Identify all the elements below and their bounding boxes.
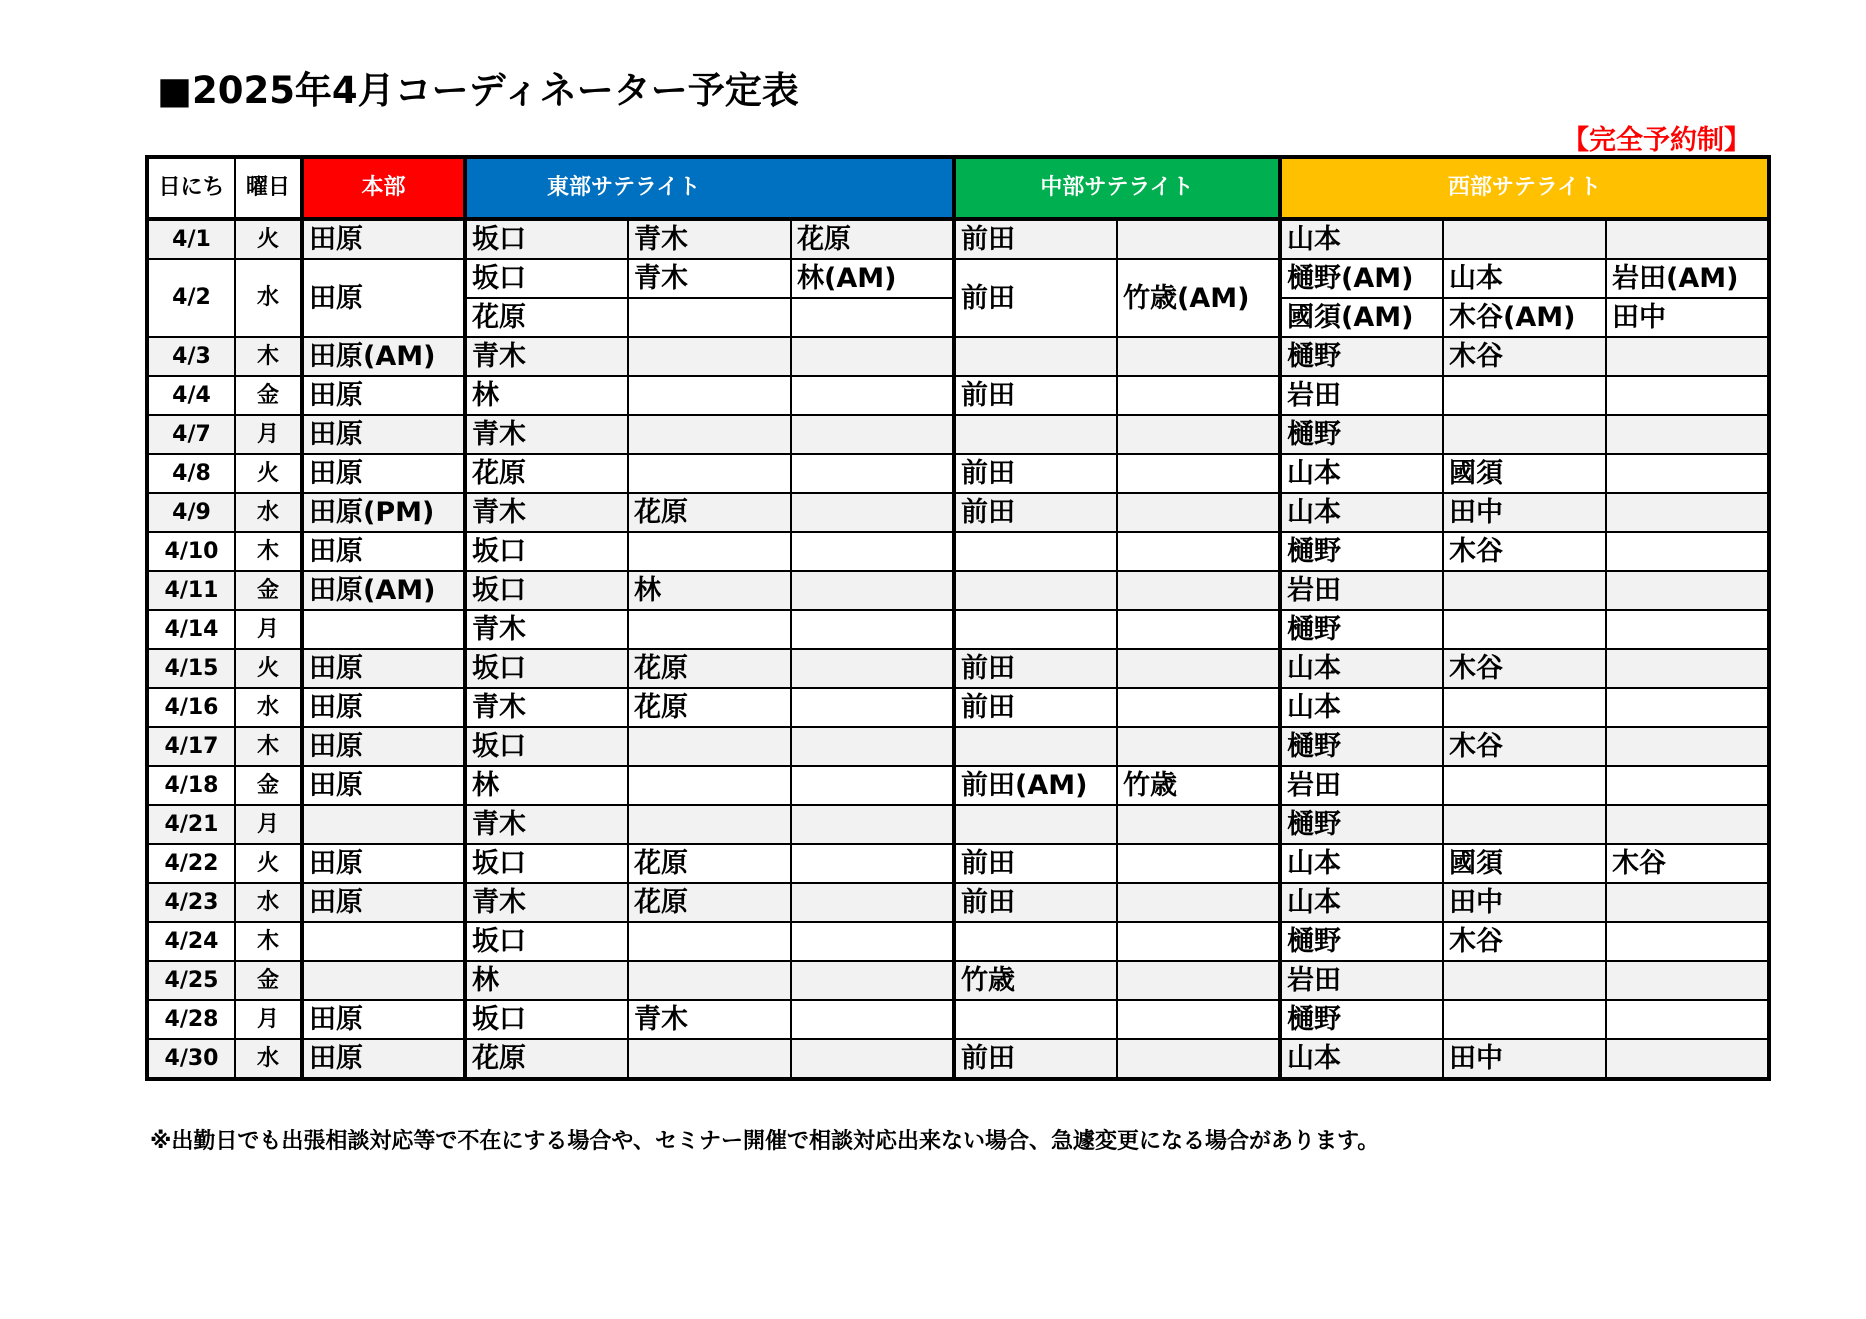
east-cell (791, 532, 954, 571)
west-cell: 山本 (1280, 883, 1443, 922)
honbu-cell: 田原(AM) (302, 571, 465, 610)
header-date: 日にち (147, 157, 235, 219)
central-cell (1117, 1039, 1280, 1079)
dow-cell: 金 (235, 376, 302, 415)
east-cell: 坂口 (465, 727, 628, 766)
schedule-body (147, 219, 1769, 1079)
schedule-table (145, 155, 1771, 1081)
east-cell: 坂口 (465, 922, 628, 961)
dow-cell: 水 (235, 883, 302, 922)
east-cell: 青木 (465, 337, 628, 376)
east-cell: 青木 (465, 610, 628, 649)
dow-cell: 月 (235, 415, 302, 454)
west-cell: 田中 (1606, 298, 1769, 337)
central-cell (954, 805, 1117, 844)
table-row (147, 649, 1769, 688)
east-cell: 林 (465, 766, 628, 805)
east-cell (628, 961, 791, 1000)
west-cell: 山本 (1280, 649, 1443, 688)
honbu-cell (302, 610, 465, 649)
dow-cell: 火 (235, 219, 302, 259)
east-cell (791, 610, 954, 649)
east-cell: 青木 (465, 688, 628, 727)
honbu-cell: 田原 (302, 1000, 465, 1039)
central-cell (954, 571, 1117, 610)
east-cell (791, 961, 954, 1000)
east-cell (791, 493, 954, 532)
central-cell (1117, 922, 1280, 961)
table-row (147, 727, 1769, 766)
east-cell: 花原 (791, 219, 954, 259)
date-cell: 4/25 (147, 961, 235, 1000)
east-cell (791, 883, 954, 922)
table-row (147, 415, 1769, 454)
east-cell (791, 766, 954, 805)
east-cell: 青木 (628, 259, 791, 298)
east-cell (791, 688, 954, 727)
west-cell (1606, 766, 1769, 805)
west-cell (1606, 571, 1769, 610)
east-cell: 青木 (628, 1000, 791, 1039)
central-cell (1117, 688, 1280, 727)
dow-cell: 月 (235, 1000, 302, 1039)
east-cell: 坂口 (465, 532, 628, 571)
header-row (147, 157, 1769, 219)
honbu-cell: 田原(AM) (302, 337, 465, 376)
west-cell (1606, 883, 1769, 922)
west-cell: 田中 (1443, 883, 1606, 922)
east-cell (791, 727, 954, 766)
west-cell: 山本 (1280, 219, 1443, 259)
west-cell (1443, 805, 1606, 844)
east-cell: 坂口 (465, 259, 628, 298)
table-row (147, 532, 1769, 571)
west-cell (1606, 805, 1769, 844)
central-cell (1117, 415, 1280, 454)
central-cell (1117, 571, 1280, 610)
west-cell: 岩田 (1280, 961, 1443, 1000)
east-cell: 坂口 (465, 844, 628, 883)
dow-cell: 木 (235, 727, 302, 766)
date-cell: 4/15 (147, 649, 235, 688)
date-cell: 4/21 (147, 805, 235, 844)
east-cell (791, 649, 954, 688)
west-cell: 木谷 (1443, 337, 1606, 376)
east-cell: 林 (628, 571, 791, 610)
header-central-satellite: 中部サテライト (954, 157, 1280, 219)
dow-cell: 月 (235, 805, 302, 844)
east-cell (628, 805, 791, 844)
reservation-notice: 【完全予約制】 (1562, 125, 1751, 156)
west-cell: 岩田(AM) (1606, 259, 1769, 298)
west-cell: 山本 (1280, 1039, 1443, 1079)
east-cell: 青木 (628, 219, 791, 259)
honbu-cell: 田原 (302, 219, 465, 259)
table-row (147, 883, 1769, 922)
east-cell (791, 844, 954, 883)
honbu-cell: 田原(PM) (302, 493, 465, 532)
west-cell: 田中 (1443, 1039, 1606, 1079)
table-row (147, 961, 1769, 1000)
date-cell: 4/11 (147, 571, 235, 610)
west-cell (1443, 376, 1606, 415)
east-cell: 花原 (628, 688, 791, 727)
central-cell (954, 337, 1117, 376)
west-cell (1606, 532, 1769, 571)
west-cell: 木谷 (1606, 844, 1769, 883)
west-cell: 國須 (1443, 844, 1606, 883)
table-row (147, 219, 1769, 259)
west-cell: 樋野 (1280, 610, 1443, 649)
east-cell (791, 922, 954, 961)
date-cell: 4/30 (147, 1039, 235, 1079)
header-honbu: 本部 (302, 157, 465, 219)
central-cell: 竹歳 (1117, 766, 1280, 805)
west-cell (1443, 766, 1606, 805)
central-cell: 竹歳(AM) (1117, 259, 1280, 337)
table-row (147, 259, 1769, 298)
west-cell: 木谷 (1443, 922, 1606, 961)
table-row (147, 844, 1769, 883)
date-cell: 4/10 (147, 532, 235, 571)
east-cell: 林(AM) (791, 259, 954, 298)
west-cell (1443, 1000, 1606, 1039)
central-cell: 前田 (954, 688, 1117, 727)
honbu-cell: 田原 (302, 844, 465, 883)
east-cell (628, 727, 791, 766)
east-cell (791, 805, 954, 844)
table-row (147, 337, 1769, 376)
east-cell: 林 (465, 376, 628, 415)
central-cell: 前田 (954, 259, 1117, 337)
date-cell: 4/7 (147, 415, 235, 454)
east-cell: 青木 (465, 883, 628, 922)
west-cell: 木谷 (1443, 727, 1606, 766)
west-cell (1606, 376, 1769, 415)
central-cell (954, 922, 1117, 961)
east-cell: 花原 (628, 493, 791, 532)
date-cell: 4/8 (147, 454, 235, 493)
west-cell: 樋野 (1280, 532, 1443, 571)
central-cell: 前田(AM) (954, 766, 1117, 805)
dow-cell: 火 (235, 454, 302, 493)
east-cell: 坂口 (465, 1000, 628, 1039)
west-cell: 國須(AM) (1280, 298, 1443, 337)
central-cell (954, 532, 1117, 571)
central-cell: 前田 (954, 1039, 1117, 1079)
west-cell: 山本 (1280, 844, 1443, 883)
central-cell: 前田 (954, 883, 1117, 922)
east-cell: 花原 (628, 883, 791, 922)
west-cell (1606, 961, 1769, 1000)
date-cell: 4/9 (147, 493, 235, 532)
east-cell (628, 298, 791, 337)
west-cell (1606, 493, 1769, 532)
east-cell (791, 1039, 954, 1079)
honbu-cell: 田原 (302, 883, 465, 922)
east-cell: 林 (465, 961, 628, 1000)
west-cell: 田中 (1443, 493, 1606, 532)
central-cell (1117, 961, 1280, 1000)
table-row (147, 1039, 1769, 1079)
central-cell: 前田 (954, 649, 1117, 688)
west-cell (1443, 571, 1606, 610)
honbu-cell (302, 961, 465, 1000)
central-cell: 前田 (954, 219, 1117, 259)
west-cell: 岩田 (1280, 376, 1443, 415)
central-cell: 前田 (954, 493, 1117, 532)
table-row (147, 688, 1769, 727)
east-cell (628, 532, 791, 571)
header-dow: 曜日 (235, 157, 302, 219)
table-row (147, 454, 1769, 493)
central-cell (1117, 610, 1280, 649)
dow-cell: 木 (235, 922, 302, 961)
east-cell: 花原 (628, 649, 791, 688)
west-cell (1606, 649, 1769, 688)
central-cell (1117, 1000, 1280, 1039)
west-cell: 木谷(AM) (1443, 298, 1606, 337)
date-cell: 4/16 (147, 688, 235, 727)
west-cell (1606, 1039, 1769, 1079)
west-cell: 樋野 (1280, 415, 1443, 454)
west-cell: 樋野 (1280, 337, 1443, 376)
date-cell: 4/1 (147, 219, 235, 259)
dow-cell: 火 (235, 649, 302, 688)
west-cell: 山本 (1280, 493, 1443, 532)
date-cell: 4/3 (147, 337, 235, 376)
west-cell: 山本 (1280, 454, 1443, 493)
honbu-cell: 田原 (302, 454, 465, 493)
east-cell (791, 415, 954, 454)
west-cell (1606, 727, 1769, 766)
date-cell: 4/18 (147, 766, 235, 805)
west-cell (1443, 961, 1606, 1000)
central-cell (954, 727, 1117, 766)
east-cell: 青木 (465, 415, 628, 454)
east-cell (628, 922, 791, 961)
dow-cell: 金 (235, 961, 302, 1000)
date-cell: 4/2 (147, 259, 235, 337)
table-row (147, 805, 1769, 844)
central-cell: 前田 (954, 454, 1117, 493)
table-row (147, 376, 1769, 415)
west-cell (1606, 337, 1769, 376)
east-cell (628, 1039, 791, 1079)
dow-cell: 水 (235, 1039, 302, 1079)
date-cell: 4/28 (147, 1000, 235, 1039)
central-cell (1117, 376, 1280, 415)
west-cell (1443, 415, 1606, 454)
east-cell: 坂口 (465, 649, 628, 688)
date-cell: 4/4 (147, 376, 235, 415)
page-title: ■2025年4月コーディネーター予定表 (157, 69, 799, 112)
table-row (147, 922, 1769, 961)
east-cell: 坂口 (465, 571, 628, 610)
dow-cell: 木 (235, 532, 302, 571)
honbu-cell: 田原 (302, 688, 465, 727)
central-cell (1117, 493, 1280, 532)
west-cell: 山本 (1280, 688, 1443, 727)
west-cell: 國須 (1443, 454, 1606, 493)
east-cell (791, 454, 954, 493)
east-cell (791, 1000, 954, 1039)
central-cell: 前田 (954, 844, 1117, 883)
honbu-cell: 田原 (302, 1039, 465, 1079)
central-cell (1117, 805, 1280, 844)
dow-cell: 木 (235, 337, 302, 376)
east-cell (791, 337, 954, 376)
east-cell: 青木 (465, 805, 628, 844)
east-cell (628, 376, 791, 415)
dow-cell: 火 (235, 844, 302, 883)
table-row (147, 610, 1769, 649)
central-cell: 竹歳 (954, 961, 1117, 1000)
dow-cell: 月 (235, 610, 302, 649)
dow-cell: 金 (235, 571, 302, 610)
west-cell: 樋野 (1280, 727, 1443, 766)
west-cell (1443, 610, 1606, 649)
honbu-cell: 田原 (302, 649, 465, 688)
date-cell: 4/23 (147, 883, 235, 922)
central-cell (1117, 844, 1280, 883)
central-cell (1117, 727, 1280, 766)
dow-cell: 水 (235, 688, 302, 727)
east-cell: 花原 (465, 298, 628, 337)
east-cell: 花原 (465, 1039, 628, 1079)
east-cell: 花原 (628, 844, 791, 883)
west-cell (1443, 688, 1606, 727)
central-cell: 前田 (954, 376, 1117, 415)
east-cell (791, 298, 954, 337)
west-cell: 樋野 (1280, 1000, 1443, 1039)
west-cell: 木谷 (1443, 532, 1606, 571)
date-cell: 4/14 (147, 610, 235, 649)
central-cell (954, 1000, 1117, 1039)
east-cell (628, 610, 791, 649)
table-row (147, 1000, 1769, 1039)
east-cell (791, 571, 954, 610)
dow-cell: 水 (235, 259, 302, 337)
west-cell: 岩田 (1280, 571, 1443, 610)
dow-cell: 金 (235, 766, 302, 805)
honbu-cell: 田原 (302, 415, 465, 454)
west-cell (1606, 688, 1769, 727)
honbu-cell (302, 922, 465, 961)
west-cell (1606, 610, 1769, 649)
east-cell (628, 415, 791, 454)
honbu-cell: 田原 (302, 376, 465, 415)
west-cell (1606, 415, 1769, 454)
west-cell: 樋野 (1280, 922, 1443, 961)
honbu-cell (302, 805, 465, 844)
west-cell (1606, 922, 1769, 961)
honbu-cell: 田原 (302, 766, 465, 805)
east-cell: 青木 (465, 493, 628, 532)
date-cell: 4/22 (147, 844, 235, 883)
west-cell (1443, 219, 1606, 259)
table-row (147, 766, 1769, 805)
central-cell (1117, 883, 1280, 922)
west-cell (1606, 1000, 1769, 1039)
date-cell: 4/17 (147, 727, 235, 766)
west-cell (1606, 454, 1769, 493)
header-west-satellite: 西部サテライト (1280, 157, 1769, 219)
west-cell: 岩田 (1280, 766, 1443, 805)
header-east-satellite: 東部サテライト (465, 157, 954, 219)
west-cell (1606, 219, 1769, 259)
honbu-cell: 田原 (302, 532, 465, 571)
west-cell: 樋野 (1280, 805, 1443, 844)
west-cell: 山本 (1443, 259, 1606, 298)
central-cell (954, 415, 1117, 454)
honbu-cell: 田原 (302, 727, 465, 766)
west-cell: 木谷 (1443, 649, 1606, 688)
east-cell (628, 454, 791, 493)
table-row (147, 571, 1769, 610)
east-cell: 花原 (465, 454, 628, 493)
east-cell: 坂口 (465, 219, 628, 259)
east-cell (628, 337, 791, 376)
central-cell (1117, 532, 1280, 571)
east-cell (791, 376, 954, 415)
dow-cell: 水 (235, 493, 302, 532)
honbu-cell: 田原 (302, 259, 465, 337)
east-cell (628, 766, 791, 805)
central-cell (1117, 337, 1280, 376)
central-cell (1117, 454, 1280, 493)
table-row (147, 493, 1769, 532)
central-cell (1117, 649, 1280, 688)
central-cell (954, 610, 1117, 649)
footnote: ※出勤日でも出張相談対応等で不在にする場合や、セミナー開催で相談対応出来ない場合、急遽変更になる場合があります。 (150, 1129, 1380, 1154)
date-cell: 4/24 (147, 922, 235, 961)
west-cell: 樋野(AM) (1280, 259, 1443, 298)
central-cell (1117, 219, 1280, 259)
